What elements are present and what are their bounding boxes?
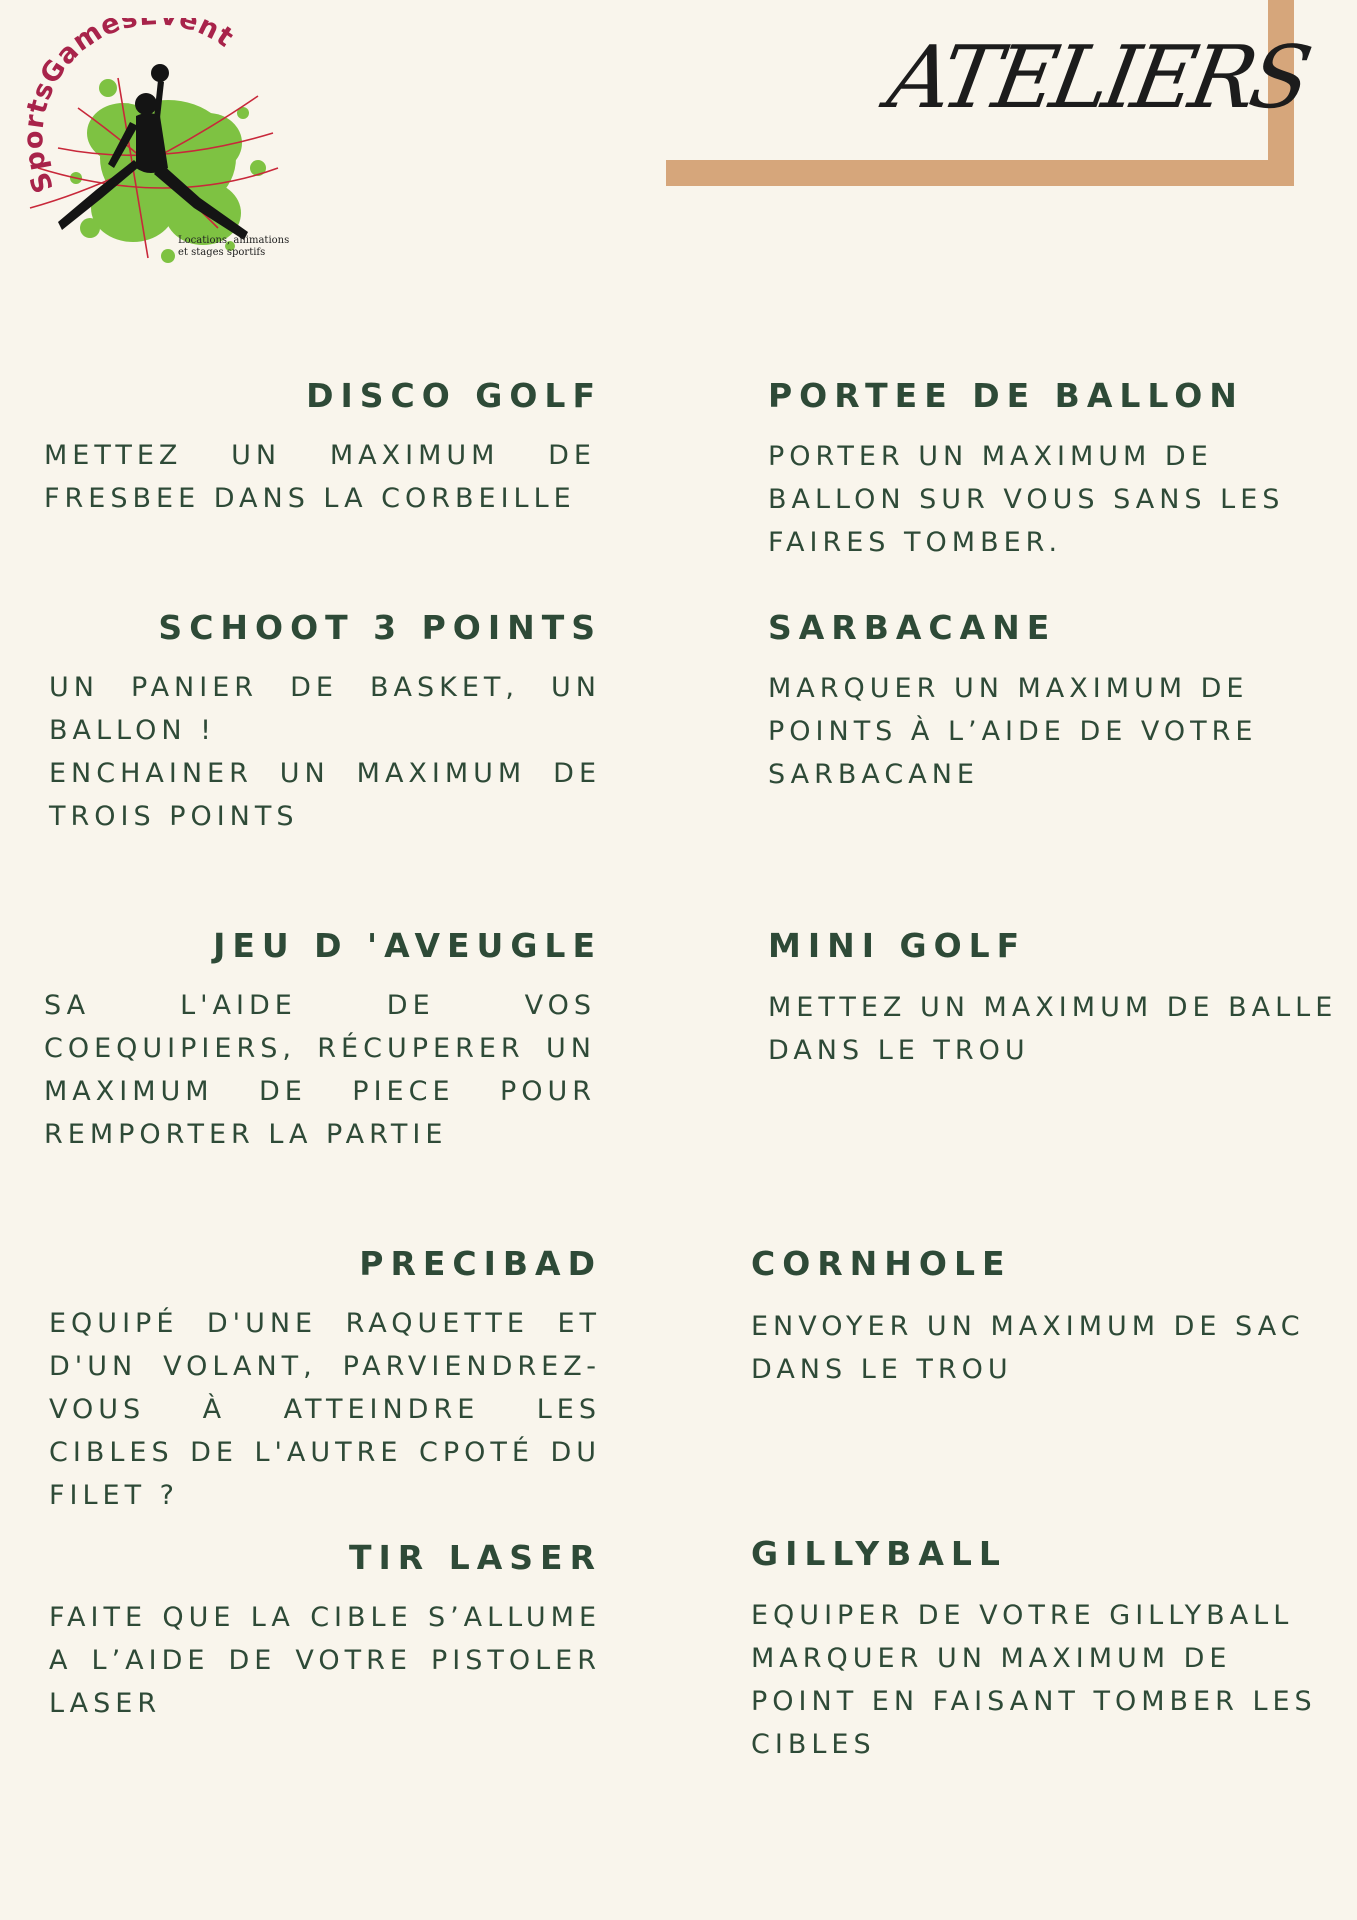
workshop-desc-schoot-3-points: UN PANIER DE BASKET, UN BALLON ! ENCHAINER UN MAXIMUM DE TROIS POINTS (49, 672, 601, 832)
workshop-title-precibad: PRECIBAD (359, 1244, 602, 1283)
workshop-desc-jeu-d-aveugle: SA L'AIDE DE VOS COEQUIPIERS, RÉCUPERER UN MAXIMUM DE PIECE POUR REMPORTER LA PARTIE (44, 990, 596, 1150)
logo-brand-name: SportsGames ent (18, 18, 240, 197)
workshop-desc-tir-laser: FAITE QUE LA CIBLE S’ALLUME A L’AIDE DE VOTRE PISTOLER LASER (49, 1602, 601, 1719)
workshop-desc-precibad: EQUIPÉ D'UNE RAQUETTE ET D'UN VOLANT, PARVIENDREZ-VOUS À ATTEINDRE LES CIBLES DE L'AUTRE CPOTÉ DU FILET ? (49, 1308, 601, 1511)
workshop-title-disco-golf: DISCO GOLF (306, 376, 602, 415)
workshop-desc-disco-golf: METTEZ UN MAXIMUM DE FRESBEE DANS LA CORBEILLE (44, 440, 596, 514)
workshop-title-mini-golf: MINI GOLF (768, 926, 1027, 965)
workshop-desc-mini-golf: METTEZ UN MAXIMUM DE BALLE DANS LE TROU (768, 992, 1338, 1066)
company-logo (18, 18, 318, 273)
workshop-title-jeu-d-aveugle: JEU D 'AVEUGLE (213, 926, 602, 965)
logo-tagline-1: Locations, animations (178, 235, 290, 246)
workshop-title-cornhole: CORNHOLE (751, 1244, 1012, 1283)
workshop-title-portee-de-ballon: PORTEE DE BALLON (768, 376, 1244, 415)
workshop-desc-gillyball: EQUIPER DE VOTRE GILLYBALL MARQUER UN MAXIMUM DE POINT EN FAISANT TOMBER LES CIBLES (751, 1600, 1317, 1760)
workshop-title-tir-laser: TIR LASER (349, 1538, 602, 1577)
basketball-player-logo-icon (18, 18, 318, 273)
workshop-title-sarbacane: SARBACANE (768, 608, 1057, 647)
workshop-desc-portee-de-ballon: PORTER UN MAXIMUM DE BALLON SUR VOUS SANS LES FAIRES TOMBER. (768, 441, 1285, 558)
workshop-title-schoot-3-points: SCHOOT 3 POINTS (158, 608, 602, 647)
workshop-desc-cornhole: ENVOYER UN MAXIMUM DE SAC DANS LE TROU (751, 1311, 1305, 1385)
workshop-title-gillyball: GILLYBALL (751, 1534, 1007, 1573)
logo-tagline-2: et stages sportifs (178, 247, 266, 258)
page-title: ATELIERS (881, 28, 1314, 128)
workshop-desc-sarbacane: MARQUER UN MAXIMUM DE POINTS À L’AIDE DE VOTRE SARBACANE (768, 673, 1258, 790)
